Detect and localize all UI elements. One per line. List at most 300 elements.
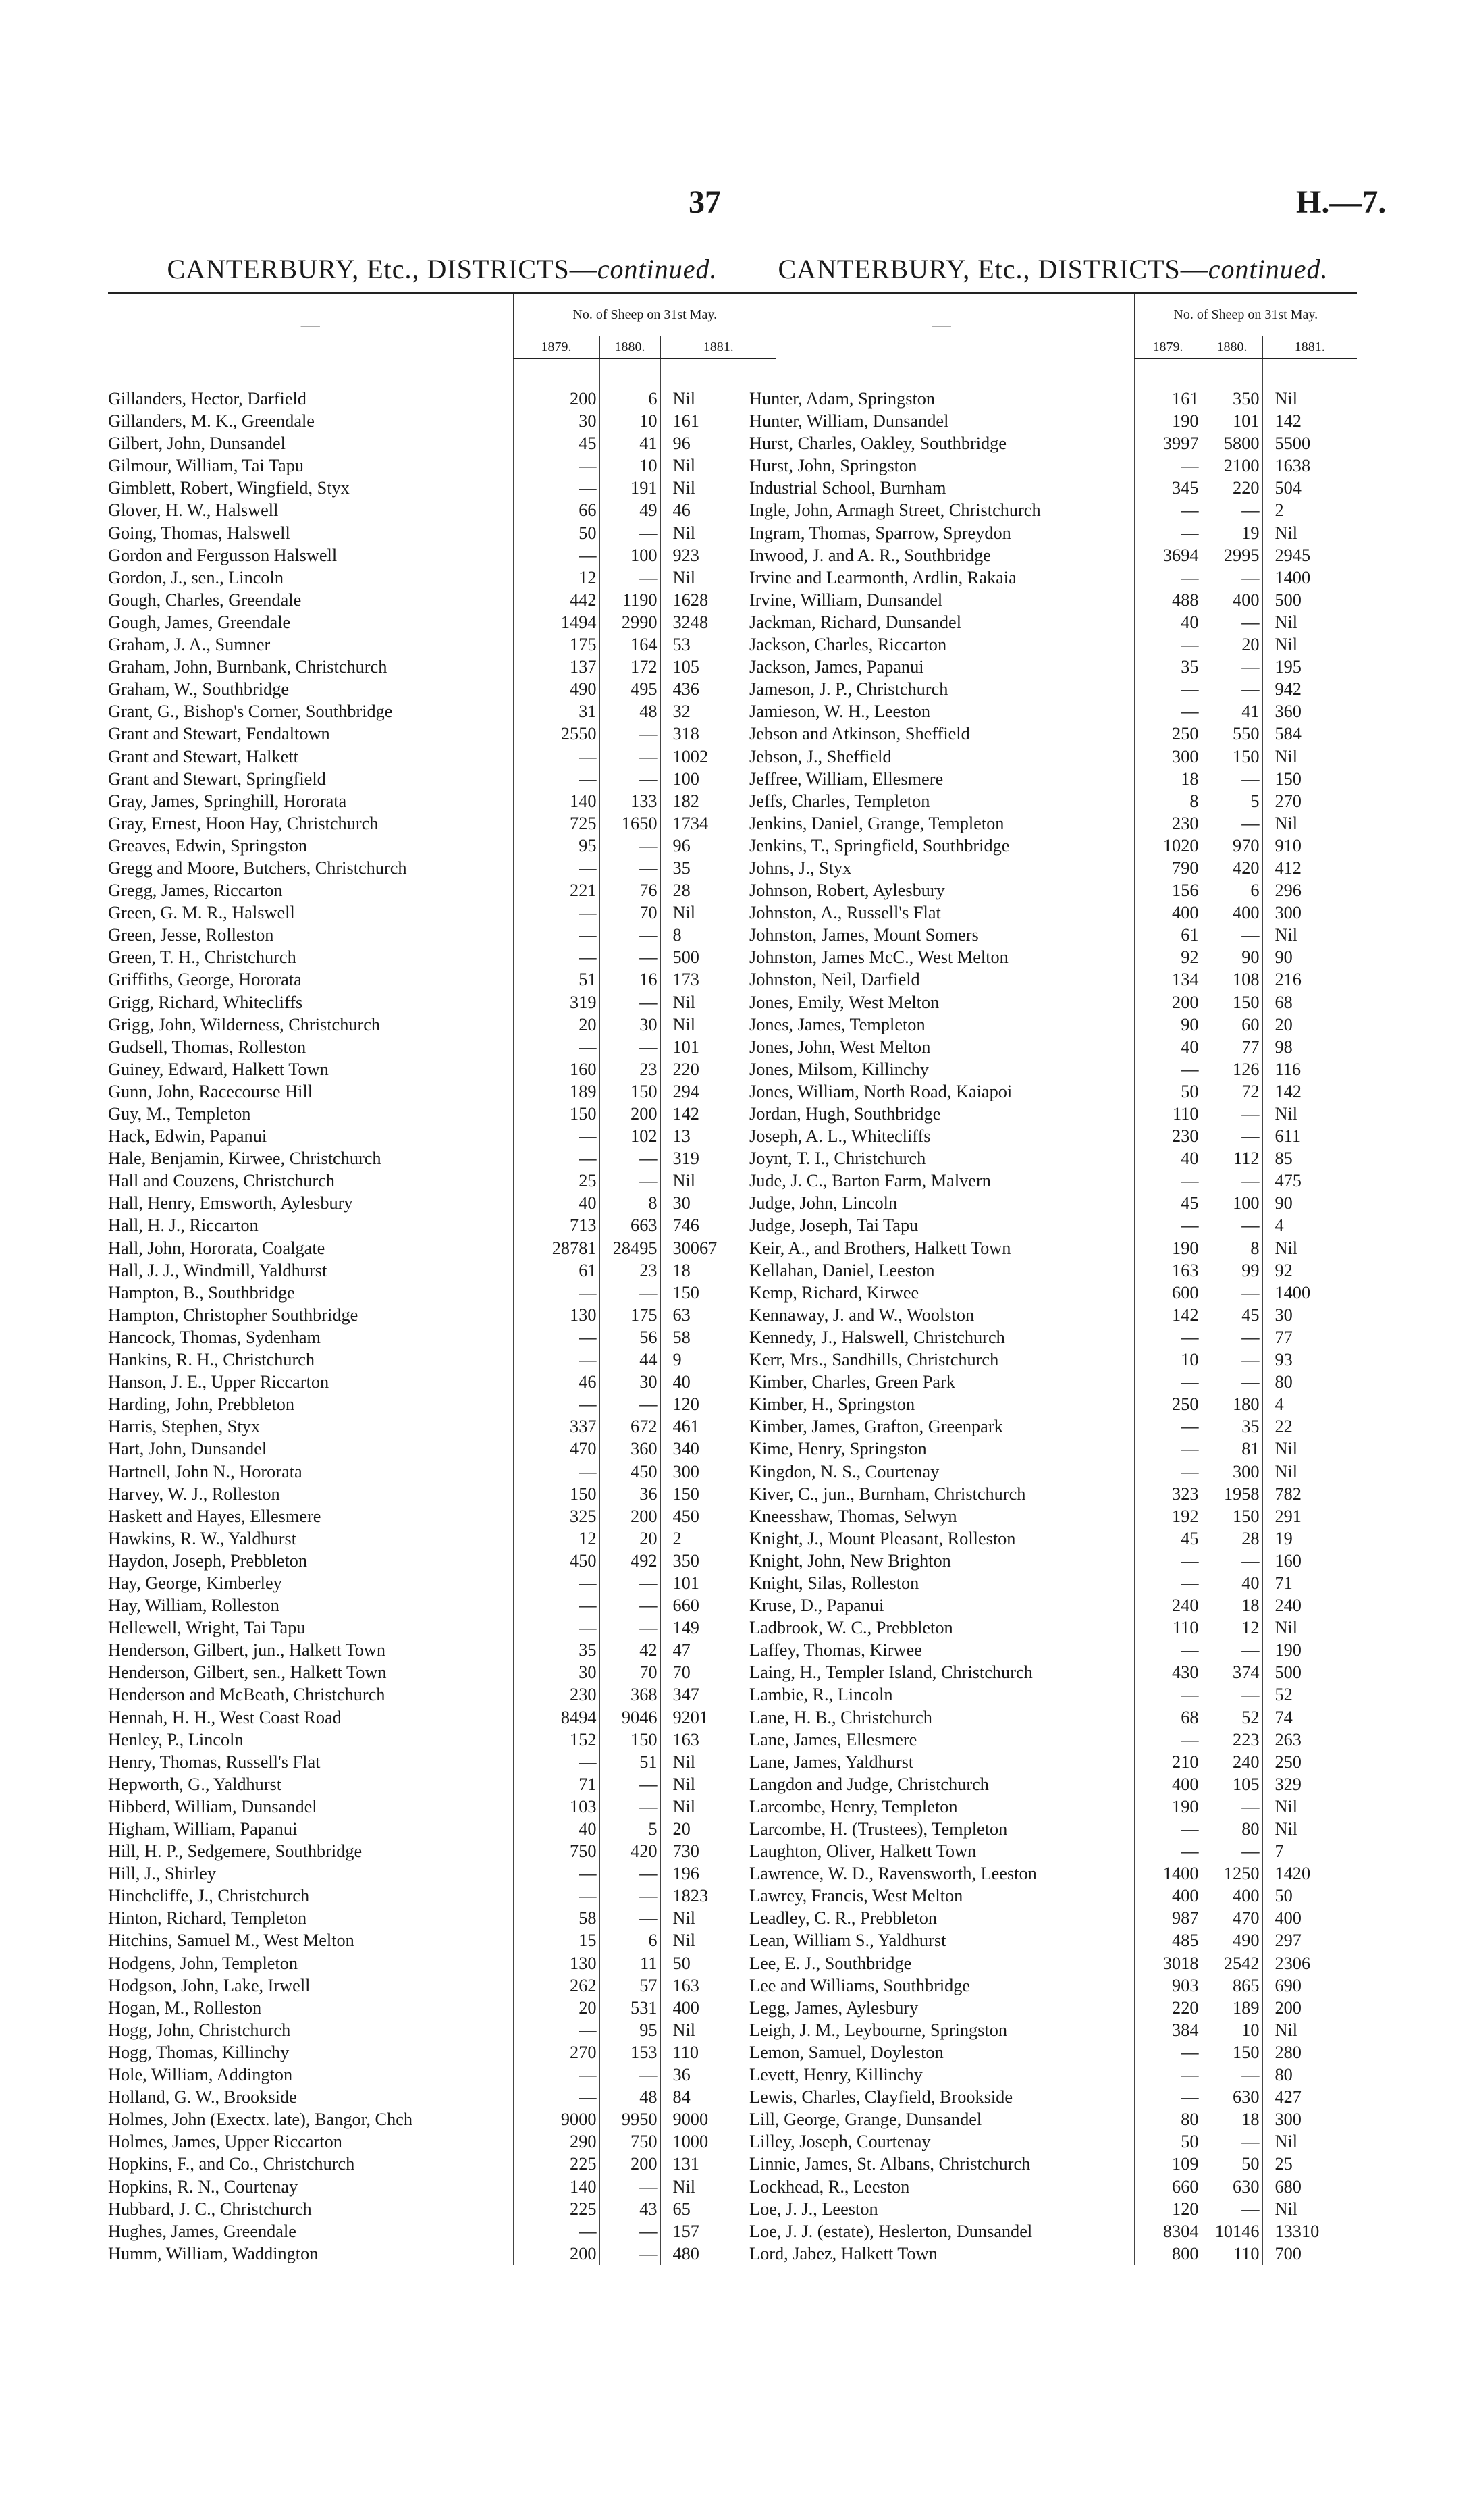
sheep-1881: 105 bbox=[660, 656, 776, 678]
sheep-1879: 600 bbox=[1134, 1282, 1202, 1304]
sheep-1879: — bbox=[513, 1393, 599, 1415]
sheep-1880: 10 bbox=[1202, 2019, 1262, 2041]
sheep-1879: 40 bbox=[1134, 611, 1202, 633]
sheep-1880: — bbox=[1202, 1282, 1262, 1304]
sheep-1879: — bbox=[1134, 700, 1202, 723]
sheep-1880: 105 bbox=[1202, 1773, 1262, 1795]
owner-name: Ladbrook, W. C., Prebbleton bbox=[749, 1618, 953, 1638]
owner-name: Kennedy, J., Halswell, Christchurch bbox=[749, 1327, 1005, 1347]
sheep-1880: 41 bbox=[599, 432, 660, 454]
owner-name: Jebson, J., Sheffield bbox=[749, 746, 892, 766]
sheep-1881: 100 bbox=[660, 768, 776, 790]
sheep-1880: — bbox=[1202, 1371, 1262, 1393]
sheep-1881: Nil bbox=[660, 1929, 776, 1951]
owner-name: Lemon, Samuel, Doyleston bbox=[749, 2042, 944, 2062]
sheep-1880: 40 bbox=[1202, 1572, 1262, 1594]
sheep-1880: — bbox=[599, 567, 660, 589]
sheep-1881: 910 bbox=[1262, 835, 1357, 857]
sheep-1879: 163 bbox=[1134, 1259, 1202, 1282]
sheep-1879: 250 bbox=[1134, 723, 1202, 745]
sheep-1881: 3248 bbox=[660, 611, 776, 633]
sheep-1880: — bbox=[599, 2176, 660, 2198]
sheep-1880: 672 bbox=[599, 1415, 660, 1438]
sheep-1879: — bbox=[513, 1282, 599, 1304]
sheep-1879: — bbox=[1134, 678, 1202, 700]
sheep-1881: 611 bbox=[1262, 1125, 1357, 1147]
sheep-1879: — bbox=[1134, 2086, 1202, 2108]
sheep-1881: 9201 bbox=[660, 1706, 776, 1729]
owner-name: Hurst, Charles, Oakley, Southbridge bbox=[749, 434, 1007, 454]
sheep-1879: 10 bbox=[1134, 1348, 1202, 1371]
owner-name: Holmes, John (Exectx. late), Bangor, Chch bbox=[108, 2109, 413, 2130]
owner-name: Jude, J. C., Barton Farm, Malvern bbox=[749, 1171, 991, 1191]
sheep-1880: — bbox=[599, 991, 660, 1014]
sheep-1879: — bbox=[513, 1617, 599, 1639]
sheep-1880: 223 bbox=[1202, 1729, 1262, 1751]
table-row bbox=[749, 723, 1357, 745]
sheep-1879: 3997 bbox=[1134, 432, 1202, 454]
table-row bbox=[749, 1237, 1357, 1259]
sheep-1880: — bbox=[1202, 1795, 1262, 1818]
sheep-1881: 297 bbox=[1262, 1929, 1357, 1951]
table-row bbox=[108, 901, 776, 924]
owner-name: Lean, William S., Yaldhurst bbox=[749, 1931, 946, 1951]
sheep-1881: 436 bbox=[660, 678, 776, 700]
sheep-1879: — bbox=[1134, 1415, 1202, 1438]
sheep-1880: — bbox=[599, 1036, 660, 1058]
table-row bbox=[749, 1483, 1357, 1505]
table-row bbox=[749, 477, 1357, 499]
sheep-1879: 40 bbox=[513, 1818, 599, 1840]
owner-name: Langdon and Judge, Christchurch bbox=[749, 1774, 989, 1794]
sheep-1879: — bbox=[1134, 2064, 1202, 2086]
owner-name: Industrial School, Burnham bbox=[749, 478, 946, 498]
table-row bbox=[749, 454, 1357, 477]
table-row bbox=[108, 1036, 776, 1058]
sheep-1879: — bbox=[1134, 1818, 1202, 1840]
sheep-1881: 74 bbox=[1262, 1706, 1357, 1729]
owner-name: Johns, J., Styx bbox=[749, 858, 852, 878]
sheep-1881: 85 bbox=[1262, 1147, 1357, 1170]
owner-name: Henderson and McBeath, Christchurch bbox=[108, 1685, 385, 1705]
owner-name: Hogan, M., Rolleston bbox=[108, 1997, 262, 2018]
sheep-1880: 8 bbox=[1202, 1237, 1262, 1259]
sheep-1880: 180 bbox=[1202, 1393, 1262, 1415]
sheep-1881: 142 bbox=[1262, 1080, 1357, 1103]
owner-name: Larcombe, H. (Trustees), Templeton bbox=[749, 1819, 1008, 1839]
right-title-suffix: continued. bbox=[1208, 254, 1329, 284]
table-row bbox=[108, 1840, 776, 1862]
sheep-1879: 58 bbox=[513, 1907, 599, 1929]
sheep-1881: 1420 bbox=[1262, 1862, 1357, 1885]
sheep-1880: 240 bbox=[1202, 1751, 1262, 1773]
sheep-1881: 30067 bbox=[660, 1237, 776, 1259]
owner-name: Henderson, Gilbert, jun., Halkett Town bbox=[108, 1640, 386, 1660]
sheep-1879: — bbox=[513, 946, 599, 968]
sheep-1879: 210 bbox=[1134, 1751, 1202, 1773]
sheep-1879: 160 bbox=[513, 1058, 599, 1080]
sheep-1879: 325 bbox=[513, 1505, 599, 1527]
right-year-1881: 1881. bbox=[1262, 336, 1357, 359]
table-row bbox=[749, 1661, 1357, 1683]
sheep-1879: 262 bbox=[513, 1974, 599, 1997]
table-row bbox=[749, 1326, 1357, 1348]
table-row bbox=[108, 1795, 776, 1818]
sheep-1879: — bbox=[513, 1125, 599, 1147]
sheep-1881: 13310 bbox=[1262, 2220, 1357, 2242]
sheep-1879: 150 bbox=[513, 1103, 599, 1125]
sheep-1879: — bbox=[513, 2064, 599, 2086]
sheep-1879: — bbox=[1134, 1058, 1202, 1080]
owner-name: Kruse, D., Papanui bbox=[749, 1596, 884, 1616]
owner-name: Green, Jesse, Rolleston bbox=[108, 925, 274, 945]
owner-name: Hogg, John, Christchurch bbox=[108, 2020, 291, 2040]
owner-name: Lawrence, W. D., Ravensworth, Leeston bbox=[749, 1864, 1037, 1884]
sheep-1879: 20 bbox=[513, 1997, 599, 2019]
sheep-1879: 270 bbox=[513, 2041, 599, 2064]
sheep-1879: 725 bbox=[513, 812, 599, 835]
sheep-1879: — bbox=[513, 2019, 599, 2041]
sheep-1879: 490 bbox=[513, 678, 599, 700]
sheep-1881: Nil bbox=[660, 991, 776, 1014]
sheep-1879: — bbox=[513, 2220, 599, 2242]
sheep-1881: 1823 bbox=[660, 1885, 776, 1907]
owner-name: Hancock, Thomas, Sydenham bbox=[108, 1327, 321, 1347]
table-row bbox=[749, 1505, 1357, 1527]
table-row bbox=[749, 678, 1357, 700]
sheep-1879: 134 bbox=[1134, 968, 1202, 991]
sheep-1880: 450 bbox=[599, 1461, 660, 1483]
sheep-1879: — bbox=[513, 924, 599, 946]
sheep-1880: 1650 bbox=[599, 812, 660, 835]
sheep-1880: 18 bbox=[1202, 2108, 1262, 2130]
sheep-1880: 99 bbox=[1202, 1259, 1262, 1282]
table-row bbox=[108, 2153, 776, 2175]
table-row bbox=[108, 1818, 776, 1840]
sheep-1879: 230 bbox=[1134, 812, 1202, 835]
sheep-1879: 150 bbox=[513, 1483, 599, 1505]
owner-name: Holland, G. W., Brookside bbox=[108, 2087, 297, 2107]
sheep-1881: Nil bbox=[1262, 1617, 1357, 1639]
owner-name: Gough, James, Greendale bbox=[108, 612, 291, 632]
table-row bbox=[749, 2220, 1357, 2242]
sheep-1880: 126 bbox=[1202, 1058, 1262, 1080]
owner-name: Green, T. H., Christchurch bbox=[108, 947, 296, 968]
table-row bbox=[749, 2064, 1357, 2086]
owner-name: Loe, J. J. (estate), Heslerton, Dunsandel bbox=[749, 2221, 1033, 2241]
sheep-1881: Nil bbox=[1262, 1237, 1357, 1259]
right-column-title: CANTERBURY, Etc., DISTRICTS—continued. bbox=[778, 254, 1329, 284]
table-row bbox=[108, 1527, 776, 1550]
sheep-1879: — bbox=[1134, 1572, 1202, 1594]
sheep-1881: 2 bbox=[1262, 499, 1357, 521]
sheep-1879: 92 bbox=[1134, 946, 1202, 968]
sheep-1879: 140 bbox=[513, 2176, 599, 2198]
owner-name: Guy, M., Templeton bbox=[108, 1104, 251, 1124]
table-row bbox=[108, 1773, 776, 1795]
document-reference: H.—7. bbox=[1296, 184, 1387, 220]
sheep-1880: — bbox=[599, 522, 660, 544]
right-year-1880: 1880. bbox=[1202, 336, 1262, 359]
sheep-1879: 45 bbox=[1134, 1192, 1202, 1214]
owner-name: Haydon, Joseph, Prebbleton bbox=[108, 1550, 308, 1571]
sheep-1881: 4 bbox=[1262, 1393, 1357, 1415]
sheep-1881: 80 bbox=[1262, 1371, 1357, 1393]
sheep-1880: 400 bbox=[1202, 589, 1262, 611]
left-title-text: CANTERBURY, Etc., DISTRICTS bbox=[167, 254, 570, 284]
owner-name: Gillanders, Hector, Darfield bbox=[108, 388, 306, 409]
sheep-1879: 45 bbox=[1134, 1527, 1202, 1550]
sheep-1879: 130 bbox=[513, 1952, 599, 1974]
sheep-1879: 140 bbox=[513, 790, 599, 812]
sheep-1881: 412 bbox=[1262, 857, 1357, 879]
sheep-1879: — bbox=[513, 1572, 599, 1594]
owner-name: Guiney, Edward, Halkett Town bbox=[108, 1059, 329, 1079]
sheep-1879: — bbox=[1134, 454, 1202, 477]
owner-name: Henley, P., Lincoln bbox=[108, 1729, 244, 1750]
sheep-1879: 1020 bbox=[1134, 835, 1202, 857]
owner-name: Hunter, Adam, Springston bbox=[749, 388, 936, 409]
sheep-1880: 360 bbox=[599, 1438, 660, 1460]
table-row bbox=[749, 1527, 1357, 1550]
sheep-1880: — bbox=[1202, 1348, 1262, 1371]
sheep-1879: 190 bbox=[1134, 1237, 1202, 1259]
sheep-1880: — bbox=[599, 1773, 660, 1795]
owner-name: Lee, E. J., Southbridge bbox=[749, 1953, 912, 1973]
sheep-1879: 30 bbox=[513, 410, 599, 432]
sheep-1879: — bbox=[1134, 522, 1202, 544]
sheep-1880: — bbox=[599, 1170, 660, 1192]
sheep-1880: 36 bbox=[599, 1483, 660, 1505]
table-row bbox=[749, 1036, 1357, 1058]
table-row bbox=[108, 745, 776, 768]
sheep-1881: 20 bbox=[660, 1818, 776, 1840]
sheep-1880: 16 bbox=[599, 968, 660, 991]
sheep-1881: 9 bbox=[660, 1348, 776, 1371]
table-row bbox=[749, 432, 1357, 454]
table-row bbox=[108, 1192, 776, 1214]
owner-name: Glover, H. W., Halswell bbox=[108, 500, 279, 521]
sheep-1881: 150 bbox=[1262, 768, 1357, 790]
sheep-1880: — bbox=[599, 1282, 660, 1304]
sheep-1880: 2990 bbox=[599, 611, 660, 633]
owner-name: Higham, William, Papanui bbox=[108, 1819, 298, 1839]
sheep-1879: — bbox=[1134, 2041, 1202, 2064]
table-row bbox=[749, 1282, 1357, 1304]
sheep-1881: 19 bbox=[1262, 1527, 1357, 1550]
sheep-1879: 442 bbox=[513, 589, 599, 611]
sheep-1880: — bbox=[1202, 2198, 1262, 2220]
sheep-1881: Nil bbox=[660, 359, 776, 410]
table-row bbox=[749, 2153, 1357, 2175]
sheep-1879: 290 bbox=[513, 2130, 599, 2153]
sheep-1880: 95 bbox=[599, 2019, 660, 2041]
table-row bbox=[108, 2086, 776, 2108]
sheep-1879: 300 bbox=[1134, 745, 1202, 768]
sheep-1881: 329 bbox=[1262, 1773, 1357, 1795]
owner-name: Johnston, James McC., West Melton bbox=[749, 947, 1009, 968]
sheep-1880: 18 bbox=[1202, 1594, 1262, 1617]
sheep-1880: 23 bbox=[599, 1058, 660, 1080]
sheep-1879: — bbox=[1134, 1729, 1202, 1751]
sheep-1880: — bbox=[1202, 1550, 1262, 1572]
owner-name: Hitchins, Samuel M., West Melton bbox=[108, 1931, 354, 1951]
table-row bbox=[749, 1862, 1357, 1885]
sheep-1880: 77 bbox=[1202, 1036, 1262, 1058]
sheep-1879: 221 bbox=[513, 879, 599, 901]
owner-name: Kennaway, J. and W., Woolston bbox=[749, 1305, 975, 1325]
sheep-1880: 150 bbox=[1202, 991, 1262, 1014]
sheep-1881: 660 bbox=[660, 1594, 776, 1617]
owner-name: Linnie, James, St. Albans, Christchurch bbox=[749, 2154, 1031, 2174]
sheep-1881: 142 bbox=[1262, 410, 1357, 432]
table-row bbox=[749, 656, 1357, 678]
sheep-1880: 57 bbox=[599, 1974, 660, 1997]
sheep-1880: 12 bbox=[1202, 1617, 1262, 1639]
sheep-1880: — bbox=[1202, 1125, 1262, 1147]
table-row bbox=[108, 946, 776, 968]
owner-name: Jenkins, Daniel, Grange, Templeton bbox=[749, 813, 1004, 833]
sheep-1880: 970 bbox=[1202, 835, 1262, 857]
sheep-1881: 291 bbox=[1262, 1505, 1357, 1527]
sheep-1880: — bbox=[599, 1795, 660, 1818]
table-row bbox=[749, 924, 1357, 946]
sheep-1879: — bbox=[513, 857, 599, 879]
sheep-1881: Nil bbox=[1262, 2019, 1357, 2041]
table-row bbox=[108, 1147, 776, 1170]
sheep-1881: 36 bbox=[660, 2064, 776, 2086]
sheep-1880: 200 bbox=[599, 1505, 660, 1527]
sheep-1880: 30 bbox=[599, 1014, 660, 1036]
sheep-1881: 90 bbox=[1262, 946, 1357, 968]
sheep-1881: 195 bbox=[1262, 656, 1357, 678]
sheep-1880: 153 bbox=[599, 2041, 660, 2064]
table-row bbox=[749, 1461, 1357, 1483]
sheep-1881: 28 bbox=[660, 879, 776, 901]
sheep-1881: 250 bbox=[1262, 1751, 1357, 1773]
right-title-text: CANTERBURY, Etc., DISTRICTS bbox=[778, 254, 1181, 284]
sheep-1880: 1958 bbox=[1202, 1483, 1262, 1505]
table-row bbox=[108, 522, 776, 544]
sheep-1879: 240 bbox=[1134, 1594, 1202, 1617]
sheep-1881: 504 bbox=[1262, 477, 1357, 499]
sheep-1880: — bbox=[1202, 678, 1262, 700]
sheep-1880: 663 bbox=[599, 1214, 660, 1236]
sheep-1880: 50 bbox=[1202, 2153, 1262, 2175]
sheep-1879: 61 bbox=[1134, 924, 1202, 946]
table-row bbox=[108, 1237, 776, 1259]
sheep-1880: 172 bbox=[599, 656, 660, 678]
owner-name: Hay, William, Rolleston bbox=[108, 1596, 279, 1616]
sheep-1879: 189 bbox=[513, 1080, 599, 1103]
table-row bbox=[749, 2130, 1357, 2153]
sheep-1879: 337 bbox=[513, 1415, 599, 1438]
table-row bbox=[108, 1683, 776, 1706]
owner-name: Kimber, Charles, Green Park bbox=[749, 1372, 955, 1392]
sheep-1881: 110 bbox=[660, 2041, 776, 2064]
owner-name: Judge, Joseph, Tai Tapu bbox=[749, 1215, 919, 1236]
sheep-1880: 8 bbox=[599, 1192, 660, 1214]
sheep-1880: 112 bbox=[1202, 1147, 1262, 1170]
owner-name: Leadley, C. R., Prebbleton bbox=[749, 1908, 938, 1928]
owner-name: Jenkins, T., Springfield, Southbridge bbox=[749, 835, 1010, 856]
sheep-1879: 152 bbox=[513, 1729, 599, 1751]
sheep-1879: 1494 bbox=[513, 611, 599, 633]
sheep-1881: 150 bbox=[660, 1282, 776, 1304]
sheep-1879: 660 bbox=[1134, 2176, 1202, 2198]
sheep-1879: 400 bbox=[1134, 901, 1202, 924]
owner-name: Gray, Ernest, Hoon Hay, Christchurch bbox=[108, 813, 379, 833]
table-row bbox=[108, 633, 776, 656]
owner-name: Grant and Stewart, Fendaltown bbox=[108, 724, 330, 744]
sheep-1880: — bbox=[599, 1393, 660, 1415]
sheep-1881: 50 bbox=[1262, 1885, 1357, 1907]
table-row bbox=[749, 1438, 1357, 1460]
left-sheep-table bbox=[108, 292, 776, 2265]
sheep-1879: — bbox=[513, 1326, 599, 1348]
sheep-1881: 7 bbox=[1262, 1840, 1357, 1862]
sheep-1879: 200 bbox=[513, 359, 599, 410]
table-row bbox=[749, 1952, 1357, 1974]
sheep-1880: 200 bbox=[599, 2153, 660, 2175]
sheep-1880: 10 bbox=[599, 454, 660, 477]
sheep-1880: — bbox=[1202, 1683, 1262, 1706]
sheep-1881: 782 bbox=[1262, 1483, 1357, 1505]
owner-name: Grigg, John, Wilderness, Christchurch bbox=[108, 1014, 381, 1034]
table-row bbox=[749, 1304, 1357, 1326]
sheep-1880: 300 bbox=[1202, 1461, 1262, 1483]
table-row bbox=[108, 768, 776, 790]
sheep-1881: 65 bbox=[660, 2198, 776, 2220]
sheep-1879: 200 bbox=[513, 2242, 599, 2265]
sheep-1879: 750 bbox=[513, 1840, 599, 1862]
table-row bbox=[108, 589, 776, 611]
table-row bbox=[108, 1661, 776, 1683]
table-row bbox=[749, 1103, 1357, 1125]
sheep-1881: Nil bbox=[1262, 2130, 1357, 2153]
sheep-1881: 216 bbox=[1262, 968, 1357, 991]
sheep-1881: Nil bbox=[1262, 633, 1357, 656]
sheep-1880: 43 bbox=[599, 2198, 660, 2220]
sheep-1881: 584 bbox=[1262, 723, 1357, 745]
table-row bbox=[749, 1192, 1357, 1214]
sheep-1881: Nil bbox=[660, 901, 776, 924]
owner-name: Jeffs, Charles, Templeton bbox=[749, 791, 930, 811]
table-row bbox=[108, 477, 776, 499]
table-row bbox=[108, 879, 776, 901]
sheep-1881: 53 bbox=[660, 633, 776, 656]
sheep-1879: 80 bbox=[1134, 2108, 1202, 2130]
owner-name: Hodgens, John, Templeton bbox=[108, 1953, 298, 1973]
sheep-1881: 20 bbox=[1262, 1014, 1357, 1036]
table-row bbox=[749, 2176, 1357, 2198]
sheep-1879: 35 bbox=[1134, 656, 1202, 678]
table-row bbox=[108, 1483, 776, 1505]
table-row bbox=[108, 454, 776, 477]
sheep-1879: 1400 bbox=[1134, 1862, 1202, 1885]
sheep-1880: — bbox=[599, 2220, 660, 2242]
table-row bbox=[749, 2086, 1357, 2108]
sheep-1880: 28495 bbox=[599, 1237, 660, 1259]
sheep-1880: 189 bbox=[1202, 1997, 1262, 2019]
owner-name: Jackson, James, Papanui bbox=[749, 657, 924, 677]
table-row bbox=[749, 499, 1357, 521]
owner-name: Hopkins, R. N., Courtenay bbox=[108, 2176, 298, 2197]
sheep-1879: 8304 bbox=[1134, 2220, 1202, 2242]
sheep-1879: 450 bbox=[513, 1550, 599, 1572]
sheep-1880: 2542 bbox=[1202, 1952, 1262, 1974]
sheep-1879: 400 bbox=[1134, 1885, 1202, 1907]
